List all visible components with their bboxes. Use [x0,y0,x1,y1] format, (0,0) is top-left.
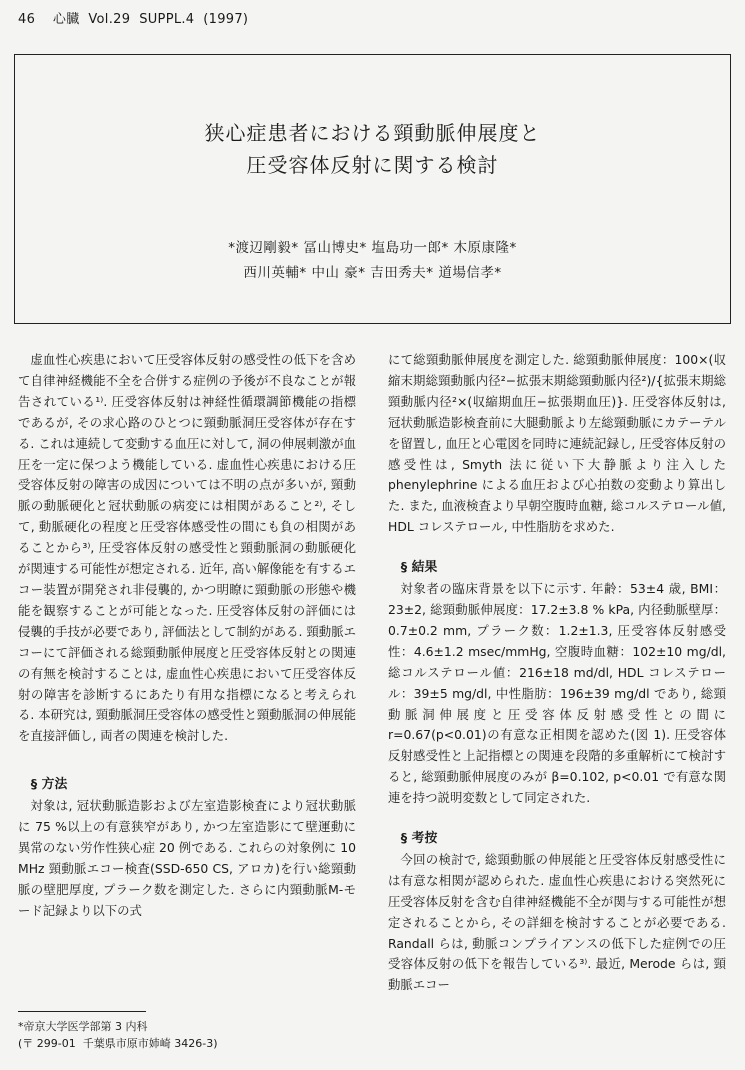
page-number: 46 [18,12,36,27]
discussion-paragraph: 今回の検討で, 総頸動脈の伸展能と圧受容体反射感受性には有意な相関が認められた. 虚血性心疾患における突然死に圧受容体反射を含む自律神経機能不全が関与する可能性が想定されることから, その詳細を検討することが必要である. Randall らは, 動脈コンプライアンスの低下した症例での圧受容体反射の低下を報告している³⁾. 最近, Merode らは, 頸動脈エコー [388,851,726,993]
running-header [18,8,248,27]
title-box [14,54,731,324]
journal-volume: Vol.29 [88,12,131,27]
author-list-line-1: *渡辺剛毅* 冨山博史* 塩島功一郎* 木原康隆* [228,240,517,256]
journal-name: 心臓 [52,12,80,27]
footnote-address: (〒 299-01 千葉県市原市姉崎 3426-3) [18,1037,218,1050]
discussion-heading: § 考按 [400,831,438,847]
methods-heading: § 方法 [30,777,68,793]
left-column [18,350,356,922]
right-column [388,350,726,996]
methods-paragraph-left: 対象は, 冠状動脈造影および左室造影検査により冠状動脈に 75 %以上の有意狭窄があり, かつ左室造影にて壁運動に異常のない労作性狭心症 20 例である. これらの対象例に 10 MHz 頸動脈エコー検査(SSD-650 CS, アロカ)を行い総頸動脈の壁肥厚度, プラーク数を測定した. さらに内頸動脈M-モード記録より以下の式 [18,798,356,918]
journal-year: (1997) [203,12,249,27]
author-list-line-2: 西川英輔* 中山 豪* 吉田秀夫* 道場信孝* [243,265,502,281]
footnote-affiliation: *帝京大学医学部第 3 内科 [18,1020,148,1033]
methods-paragraph-right: にて総頸動脈伸展度を測定した. 総頸動脈伸展度：100×(収縮末期総頸動脈内径²−拡張末期総頸動脈内径²)/{拡張末期総頸動脈内径²×(収縮期血圧−拡張期血圧)}. 圧受容体反射は, 冠状動脈造影検査前に大腿動脈より左総頸動脈にカテーテルを留置し, 血圧と心電図を同時に連続記録し, 圧受容体反射の感受性は, Smyth 法に従い下大静脈より注入した phenylephrine による血圧および心拍数の変動より算出した. また, 血液検査より早朝空腹時血糖, 総コルステロール値, HDL コレステロール, 中性脂肪を求めた. [388,352,726,535]
article-title-line-1: 狭心症患者における頸動脈伸展度と [204,121,541,145]
journal-supplement: SUPPL.4 [139,12,195,27]
article-title-line-2: 圧受容体反射に関する検討 [246,153,499,177]
results-paragraph: 対象者の臨床背景を以下に示す. 年齢：53±4 歳, BMI：23±2, 総頸動脈伸展度：17.2±3.8 % kPa, 内径動脈壁厚：0.7±0.2 mm, プラーク数：1.2±1.3, 圧受容体反射感受性：4.6±1.2 msec/mmHg, 空腹時血糖：102±10 mg/dl, 総コルステロール値：216±18 md/dl, HDL コレステロール：39±5 mg/dl, 中性脂肪：196±39 mg/dl であり, 総頸動脈洞伸展度と圧受容体反射感受性との間に r=0.67(p<0.01)の有意な正相関を認めた(図 1). 圧受容体反射感受性と上記指標との関連を段階的多重解析にて検討すると, 総頸動脈伸展度のみが β=0.102, p<0.01 で有意な関連を持つ説明変数として同定された. [388,581,726,806]
results-heading: § 結果 [400,560,438,576]
introduction-paragraph: 虚血性心疾患において圧受容体反射の感受性の低下を含めて自律神経機能不全を合併する症例の予後が不良なことが報告されている¹⁾. 圧受容体反射は神経性循環調節機能の指標であるが, その求心路のひとつに頸動脈洞圧受容体が存在する. これは連続して変動する血圧に対して, 洞の伸展刺激が血圧を一定に保つよう機能している. 虚血性心疾患における圧受容体反射の障害の成因については不明の点が多いが, 頸動脈の動脈硬化と冠状動脈の病変には相関があること²⁾, そして, 動脈硬化の程度と圧受容体感受性の間にも負の相関があることから³⁾, 圧受容体反射の感受性と頸動脈洞の動脈硬化が関連する可能性が想定される. 近年, 高い解像能を有するエコー装置が開発され非侵襲的, かつ明瞭に頸動脈の形態や機能を観察することが可能となった. 圧受容体反射の評価には侵襲的手技が必要であり, 評価法として制約がある. 頸動脈エコーにて評価される総頸動脈伸展度と圧受容体反射との関連の有無を検討することは, 虚血性心疾患において圧受容体反射の障害を診断するにあたり有用な指標になると考えられる. 本研究は, 頸動脈洞圧受容体の感受性と頸動脈洞の伸展能を直接評価し, 両者の関連を検討した. [18,352,356,744]
footnote-rule [18,1011,146,1012]
